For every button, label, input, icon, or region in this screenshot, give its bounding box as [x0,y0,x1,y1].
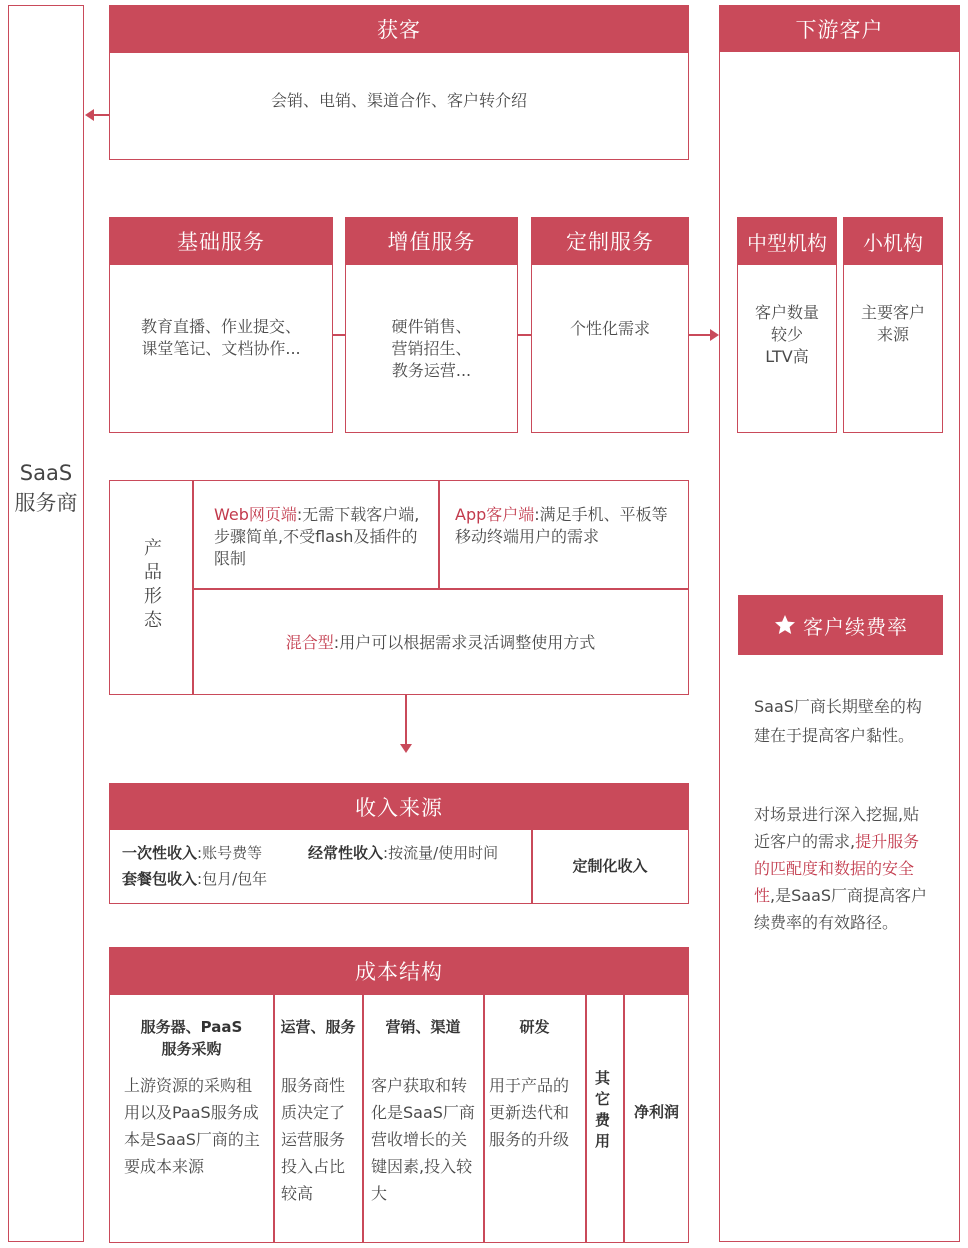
saas-provider-panel [8,5,84,1242]
cost-col-marketing-title: 营销、渠道 [385,1018,461,1036]
downstream-title: 下游客户 [719,5,960,52]
value-added-service-title: 增值服务 [345,217,518,265]
product-form-divider-mid [438,480,440,589]
revenue-title: 收入来源 [109,783,689,830]
product-web: Web网页端:无需下载客户端,步骤简单,不受flash及插件的限制 [214,505,420,568]
custom-service-text: 个性化需求 [569,319,650,338]
revenue-arrow-head [400,744,412,753]
revenue-custom: 定制化收入 [572,857,648,875]
connector-value-custom [518,334,531,336]
revenue-arrow-line [405,695,407,745]
acquire-text: 会销、电销、渠道合作、客户转介绍 [270,91,527,110]
downstream-arrow-head [710,329,719,341]
small-org-title: 小机构 [843,217,943,265]
value-added-service-text: 硬件销售、 营销招生、 教务运营... [391,317,472,380]
saas-provider-label: SaaS 服务商 [14,461,78,515]
cost-other: 其它费用 [595,1069,611,1150]
cost-title: 成本结构 [109,947,689,995]
cost-divider-4 [585,995,587,1243]
renewal-title: 客户续费率 [803,614,908,639]
basic-service-text: 教育直播、作业提交、 课堂笔记、文档协作... [140,317,301,358]
star-icon [773,613,797,637]
mid-org-title: 中型机构 [737,217,837,265]
cost-col-rnd-body: 用于产品的更新迭代和服务的升级 [489,1076,570,1149]
cost-col-rnd-title: 研发 [519,1018,550,1036]
cost-net-profit: 净利润 [633,1103,679,1121]
connector-basic-value [333,334,345,336]
product-form-label: 产品形态 [141,538,162,634]
acquire-arrow-head [85,109,94,121]
cost-col-ops-title: 运营、服务 [280,1018,356,1036]
acquire-title: 获客 [109,5,689,53]
product-app: App客户端:满足手机、平板等移动终端用户的需求 [455,505,668,546]
revenue-package: 套餐包收入:包月/包年 [122,870,268,888]
basic-service-title: 基础服务 [109,217,333,265]
cost-col-marketing-body: 客户获取和转化是SaaS厂商营收增长的关键因素,投入较大 [371,1076,475,1203]
mid-org-text: 客户数量 较少 LTV高 [754,303,819,366]
renewal-para-1: SaaS厂商长期壁垒的构建在于提高客户黏性。 [754,697,922,745]
product-form-divider-h [192,588,689,590]
cost-col-server-title: 服务器、PaaS 服务采购 [140,1018,243,1058]
renewal-para-2: 对场景进行深入挖掘,贴近客户的需求,提升服务的匹配度和数据的安全性,是SaaS厂商提高客户续费率的有效路径。 [754,805,928,932]
downstream-arrow-line [689,334,711,336]
custom-service-title: 定制服务 [531,217,689,265]
revenue-recurring: 经常性收入:按流量/使用时间 [308,844,499,862]
product-hybrid: 混合型:用户可以根据需求灵活调整使用方式 [285,633,596,652]
revenue-one-time: 一次性收入:账号费等 [122,844,263,862]
cost-col-server-body: 上游资源的采购租用以及PaaS服务成本是SaaS厂商的主要成本来源 [124,1076,260,1176]
renewal-title-bar [738,595,943,655]
cost-col-ops-body: 服务商性质决定了运营服务投入占比较高 [281,1076,346,1203]
small-org-text: 主要客户 来源 [860,303,925,344]
